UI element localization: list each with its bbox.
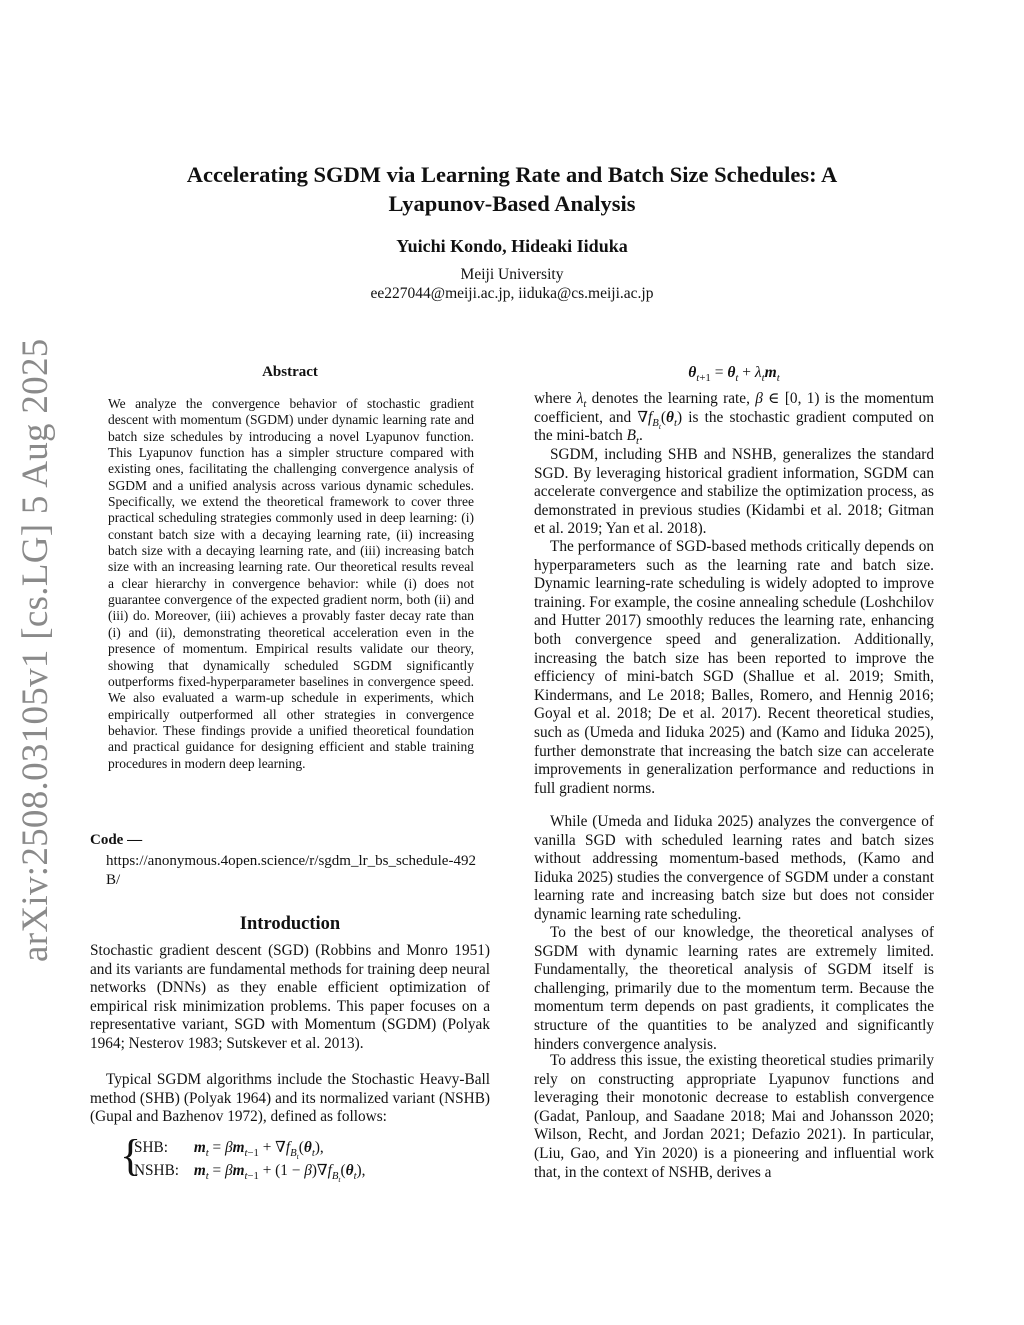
right-paragraph-2: SGDM, including SHB and NSHB, generalizes the standard SGD. By leveraging historical gradient information, SGDM can accelerate convergence and stabilize the optimization process, as demonstrated in previous studies (Kidambi et al. 2018; Gitman et al. 2019; Yan et al. 2018).: [534, 446, 934, 538]
authors: Yuichi Kondo, Hideaki Iiduka: [396, 236, 628, 256]
right-paragraph-3: The performance of SGD-based methods critically depends on hyperparameters such as the learning rate and batch size. Dynamic learning-rate scheduling is widely adopted to improve training. For example, the cosine annealing schedule (Loshchilov and Hutter 2017) smoothly reduces the learning rate, enhancing both convergence speed and generalization. Additionally, increasing the batch size has been reported to improve the efficiency of mini-batch SGD (Shallue et al. 2019; Smith, Kindermans, and Le 2018; Balles, Romero, and Hennig 2016; Goyal et al. 2018; De et al. 2017). Recent theoretical studies, such as (Umeda and Iiduka 2025) and (Kamo and Iiduka 2025), further demonstrate that increasing the batch size can accelerate improvements in generalization performance and reductions in full gradient norms.: [534, 538, 934, 797]
affiliation: Meiji University: [460, 266, 564, 283]
code-link[interactable]: https://anonymous.4open.science/r/sgdm_lr_bs_schedule-492B/: [106, 853, 476, 888]
sgdm-equations: [120, 1131, 490, 1185]
introduction-heading: Introduction: [239, 914, 341, 934]
paper-title: [100, 160, 924, 218]
abstract-heading: Abstract: [262, 364, 318, 380]
shb-formula: $m_t = \beta m_{t-1} + \nabla f_{B_t}(\theta_t)$,: [193, 1139, 324, 1162]
author-emails: ee227044@meiji.ac.jp, iiduka@cs.meiji.ac.jp: [370, 285, 654, 302]
right-paragraph-5: To the best of our knowledge, the theoretical analyses of SGDM with dynamic learning rates are extremely limited. Fundamentally, the theoretical analysis of SGDM itself is challenging, primarily due to the momentum term. Because the momentum term depends on past gradients, it complicates the structure of the quantities to be analyzed and significantly hinders convergence analysis.: [534, 924, 934, 1053]
right-paragraph-1: where $\lambda_t$ denotes the learning rate, β ∈ [0, 1) is the momentum coefficient, and $\nabla f_{B_t}(\theta_t)$ is the stochastic gradient computed on the mini-batch $B_t$.: [534, 390, 934, 448]
equation-brace: {: [120, 1131, 142, 1180]
abstract-text: We analyze the convergence behavior of stochastic gradient descent with momentum (SGDM) under dynamic learning rate and batch size schedules by introducing a novel Lyapunov function. This Lyapunov function has a simpler structure compared with existing ones, facilitating the challenging convergence analysis of SGDM and a unified analysis across various dynamic schedules. Specifically, we extend the theoretical framework to cover three practical scheduling strategies commonly used in deep learning: (i) constant batch size with a decaying learning rate, (ii) increasing batch size with a decaying learning rate, and (iii) increasing batch size with an increasing learning rate. Our theoretical results reveal a clear hierarchy in convergence behavior: while (i) does not guarantee convergence of the expected gradient norm, both (ii) and (iii) do. Moreover, (iii) achieves a provably faster decay rate than (i) and (ii), demonstrating theoretical acceleration even in the presence of momentum. Empirical results validate our theory, showing that dynamically scheduled SGDM significantly outperforms fixed-hyperparameter baselines in convergence speed. We also evaluated a warm-up schedule in experiments, which empirically outperformed all other strategies in convergence behavior. These findings provide a unified theoretical foundation and practical guidance for designing efficient and stable training procedures in modern deep learning.: [108, 396, 474, 771]
affiliation-block: [100, 265, 924, 303]
nshb-formula: $m_t = \beta m_{t-1} + (1 - \beta)\nabla f_{B_t}(\theta_t)$,: [193, 1162, 366, 1185]
intro-paragraph-2: Typical SGDM algorithms include the Stochastic Heavy-Ball method (SHB) (Polyak 1964) and its normalized variant (NSHB) (Gupal and Bazhenov 1972), defined as follows:: [90, 1071, 490, 1126]
p1-text-c: is the momentum coefficient, and: [534, 390, 934, 426]
p1-text-d: is the stochastic gradient computed on the mini-batch: [534, 408, 934, 445]
right-paragraph-4: While (Umeda and Iiduka 2025) analyzes the convergence of vanilla SGD with scheduled learning rates and batch sizes without addressing momentum-based methods, (Kamo and Iiduka 2025) studies the convergence of SGDM under a constant learning rate and increasing batch size but does not consider dynamic learning rate scheduling.: [534, 813, 934, 923]
intro-paragraph-1: Stochastic gradient descent (SGD) (Robbins and Monro 1951) and its variants are fundamental methods for training deep neural networks (DNNs) as they enable efficient optimization of empirical risk minimization problems. This paper focuses on a representative variant, SGD with Momentum (SGDM) (Polyak 1964; Nesterov 1983; Sutskever et al. 2013).: [90, 942, 490, 1052]
arxiv-identifier-stamp: arXiv:2508.03105v1 [cs.LG] 5 Aug 2025: [15, 338, 56, 962]
right-paragraph-6: To address this issue, the existing theoretical studies primarily rely on constructing appropriate Lyapunov functions and leveraging their monotonic decrease to establish convergence (Gadat, Panloup, and Saadane 2018; Mai and Johansson 2020; Wilson, Recht, and Jordan 2021; Defazio 2021). In particular, (Liu, Gao, and Yin 2020) is a pioneering and influential work that, in the context of NSHB, derives a: [534, 1052, 934, 1181]
equation-nshb: [134, 1161, 366, 1185]
update-equation: $\theta_{t+1} = \theta_t + \lambda_tm_t$: [688, 364, 780, 385]
title-line-2: Lyapunov-Based Analysis: [388, 191, 636, 216]
code-heading: Code —: [90, 832, 143, 848]
nshb-label: NSHB:: [134, 1162, 180, 1179]
shb-label: SHB:: [134, 1139, 169, 1156]
p1-text-a: where: [534, 390, 572, 407]
equation-shb: [134, 1138, 324, 1162]
p1-text-b: denotes the learning rate,: [591, 390, 750, 407]
title-line-1: Accelerating SGDM via Learning Rate and Batch Size Schedules: A: [186, 162, 838, 187]
